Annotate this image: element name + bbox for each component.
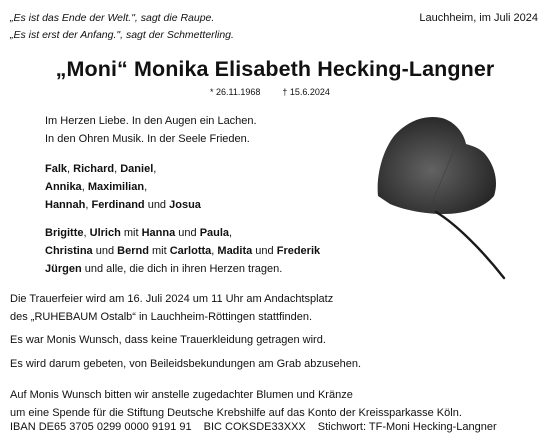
poem-line: In den Ohren Musik. In der Seele Frieden. [45,133,250,145]
mourner-name: Ulrich [89,227,121,239]
poem [45,112,257,148]
mourner-name: Carlotta [169,245,212,257]
mourner-name: Christina [45,245,93,257]
life-dates [210,87,330,97]
mourner-name: Daniel [120,163,154,175]
mourner-name: Ferdinand [91,199,145,211]
donation-request [10,386,545,422]
info-line: Die Trauerfeier wird am 16. Juli 2024 um 11 Uhr am Andachtsplatz [10,293,334,305]
mourners-line: Hannah, Ferdinand und Josua [45,199,201,211]
mourners-line: Falk, Richard, Daniel, [45,163,157,175]
mourners-line: Christina und Bernd mit Carlotta, Madita und Frederik [45,245,321,257]
mourner-name: Annika [45,181,82,193]
mourner-name: Maximilian [87,181,145,193]
bank-details [10,418,509,436]
quote-line: „Es ist das Ende der Welt.", sagt die Raupe. [10,12,215,24]
mourners-line: Brigitte, Ulrich mit Hanna und Paula, [45,227,233,239]
info-line: des „RUHEBAUM Ostalb“ in Lauchheim-Röttingen stattfinden. [10,311,313,323]
mourners-children [45,160,201,214]
iban: IBAN DE65 3705 0299 0000 9191 91 [10,421,192,433]
mourner-name: Falk [45,163,68,175]
poem-line: Im Herzen Liebe. In den Augen ein Lachen. [45,115,257,127]
mourner-name: Frederik [276,245,321,257]
mourner-name: Madita [217,245,253,257]
info-line: Auf Monis Wunsch bitten wir anstelle zugedachter Blumen und Kränze [10,389,353,401]
mourners-line: Jürgen und alle, die dich in ihren Herzen tragen. [45,263,283,275]
mourners-line: Annika, Maximilian, [45,181,148,193]
mourner-name: Richard [73,163,115,175]
deceased-name: „Moni“ Monika Elisabeth Hecking-Langner [55,57,495,81]
quote-line: „Es ist erst der Anfang.", sagt der Schmetterling. [10,29,234,41]
opening-quote [10,10,234,44]
mourner-name: Josua [169,199,201,211]
mourner-name: Hannah [45,199,86,211]
birth-date: * 26.11.1968 [210,87,261,97]
info-line: um eine Spende für die Stiftung Deutsche Krebshilfe auf das Konto der Kreissparkasse Köln. [10,407,462,419]
place-date: Lauchheim, im Juli 2024 [419,12,538,24]
mourner-name: Hanna [141,227,176,239]
mourner-name: Brigitte [45,227,84,239]
mourner-name: Jürgen [45,263,82,275]
condolence-note: Es wird darum gebeten, von Beileidsbekundungen am Grab abzusehen. [10,358,362,370]
mourners-siblings [45,224,320,278]
death-date: † 15.6.2024 [282,87,330,97]
ginkgo-leaf-icon [332,100,532,280]
bic: BIC COKSDE33XXX [203,421,306,433]
mourner-name: Bernd [117,245,149,257]
mourner-name: Paula [199,227,230,239]
clothing-note: Es war Monis Wunsch, dass keine Trauerkleidung getragen wird. [10,334,326,346]
funeral-info [10,290,545,326]
donation-keyword: Stichwort: TF-Moni Hecking-Langner [317,421,497,433]
